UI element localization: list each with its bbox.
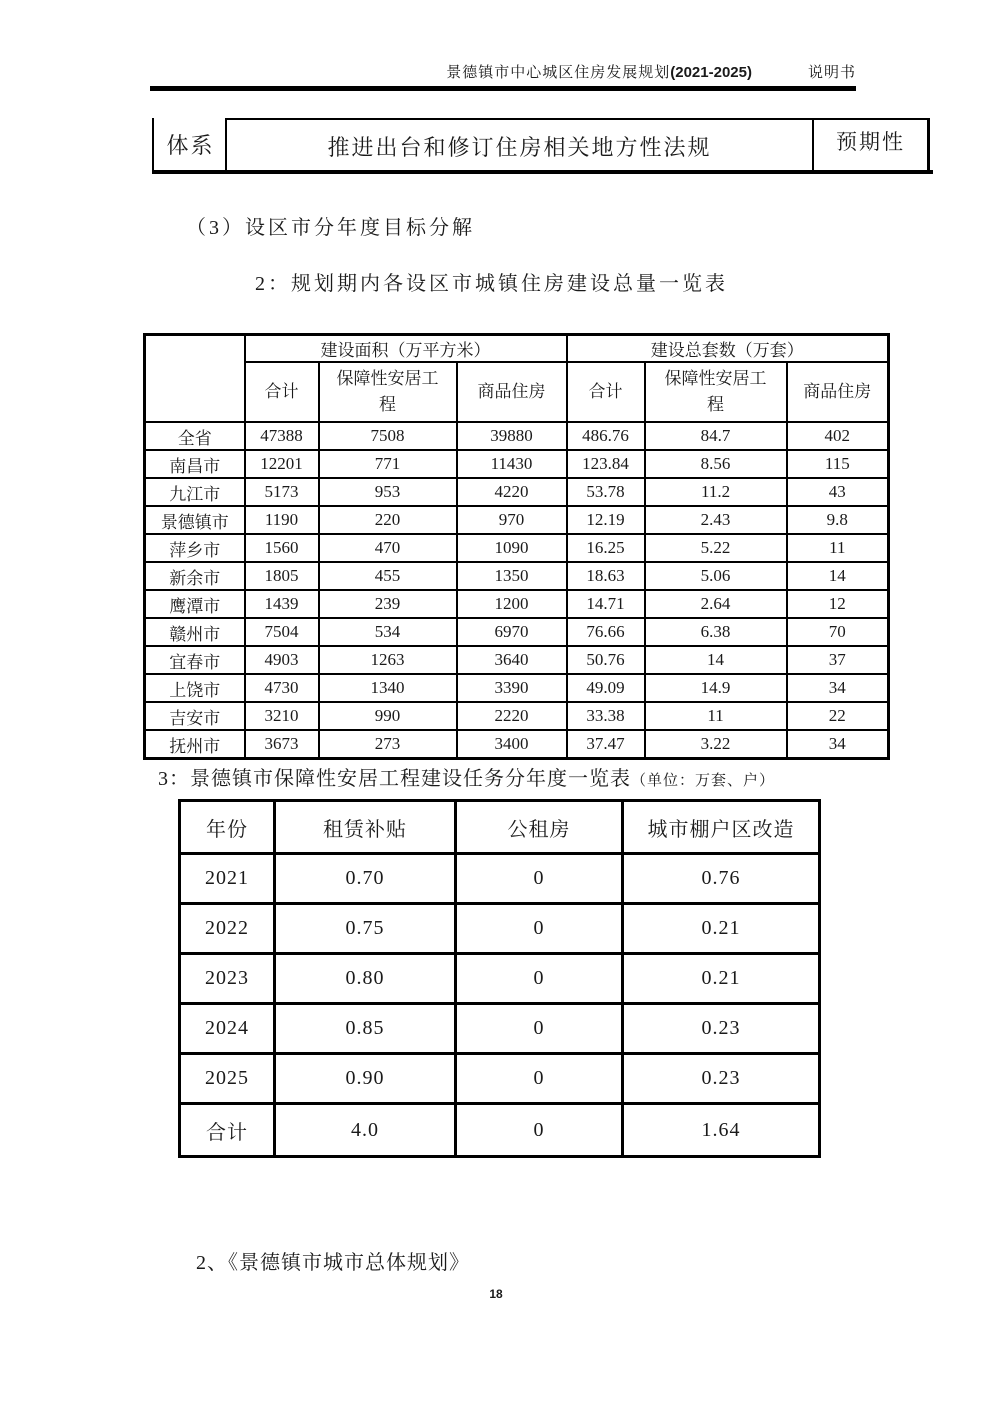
value-cell: 37 (787, 646, 889, 674)
section-heading: （3）设区市分年度目标分解 (186, 217, 475, 239)
region-cell: 宜春市 (145, 646, 245, 674)
value-cell: 0.21 (623, 954, 820, 1004)
value-cell: 76.66 (567, 618, 645, 646)
table1-row (145, 506, 889, 534)
doc-title: 景德镇市中心城区住房发展规划(2021-2025) (446, 64, 752, 81)
value-cell: 12201 (245, 450, 319, 478)
value-cell: 22 (787, 702, 889, 730)
year-cell: 2023 (180, 954, 275, 1004)
value-cell: 0 (456, 1004, 623, 1054)
table1-subheader: 保障性安居工程 (645, 362, 787, 422)
value-cell: 0.70 (275, 854, 456, 904)
value-cell: 7504 (245, 618, 319, 646)
table1-corner-cell (145, 335, 245, 423)
header-rule (150, 86, 856, 91)
value-cell: 16.25 (567, 534, 645, 562)
value-cell: 1439 (245, 590, 319, 618)
table1-row (145, 562, 889, 590)
value-cell: 70 (787, 618, 889, 646)
value-cell: 4220 (457, 478, 567, 506)
year-cell: 2025 (180, 1054, 275, 1104)
value-cell: 0.23 (623, 1054, 820, 1104)
value-cell: 115 (787, 450, 889, 478)
value-cell: 4.0 (275, 1104, 456, 1157)
value-cell: 1805 (245, 562, 319, 590)
carryover-table-fragment (152, 118, 933, 174)
value-cell: 5.22 (645, 534, 787, 562)
value-cell: 18.63 (567, 562, 645, 590)
doc-subtitle: 说明书 (807, 65, 856, 81)
value-cell: 1560 (245, 534, 319, 562)
table2-header-cell: 年份 (180, 801, 275, 854)
table1-row (145, 646, 889, 674)
value-cell: 3210 (245, 702, 319, 730)
value-cell: 4730 (245, 674, 319, 702)
value-cell: 6.38 (645, 618, 787, 646)
housing-total-table (143, 333, 890, 760)
value-cell: 2.64 (645, 590, 787, 618)
table2-caption: 3：景德镇市保障性安居工程建设任务分年度一览表（单位：万套、户） (158, 768, 776, 790)
value-cell: 11430 (457, 450, 567, 478)
value-cell: 0 (456, 1104, 623, 1157)
region-cell: 鹰潭市 (145, 590, 245, 618)
value-cell: 2220 (457, 702, 567, 730)
table2-header-cell: 城市棚户区改造 (623, 801, 820, 854)
value-cell: 50.76 (567, 646, 645, 674)
value-cell: 47388 (245, 422, 319, 450)
region-cell: 景德镇市 (145, 506, 245, 534)
table1-subheader: 商品住房 (457, 362, 567, 422)
value-cell: 11.2 (645, 478, 787, 506)
value-cell: 14 (645, 646, 787, 674)
value-cell: 0 (456, 854, 623, 904)
value-cell: 84.7 (645, 422, 787, 450)
table1-subheader: 商品住房 (787, 362, 889, 422)
annual-task-table (178, 799, 821, 1158)
region-cell: 九江市 (145, 478, 245, 506)
region-cell: 吉安市 (145, 702, 245, 730)
value-cell: 5173 (245, 478, 319, 506)
table1-subheader-row (145, 362, 889, 422)
table2-row (180, 1004, 820, 1054)
value-cell: 14 (787, 562, 889, 590)
doc-title-years: (2021-2025) (670, 64, 752, 81)
region-cell: 新余市 (145, 562, 245, 590)
table1-row (145, 590, 889, 618)
value-cell: 34 (787, 674, 889, 702)
value-cell: 470 (319, 534, 457, 562)
year-cell: 合计 (180, 1104, 275, 1157)
value-cell: 3390 (457, 674, 567, 702)
value-cell: 402 (787, 422, 889, 450)
carryover-bottom-rule (152, 170, 933, 174)
value-cell: 534 (319, 618, 457, 646)
value-cell: 6970 (457, 618, 567, 646)
table1-subheader: 保障性安居工程 (319, 362, 457, 422)
table2-header-cell: 公租房 (456, 801, 623, 854)
value-cell: 239 (319, 590, 457, 618)
table1-row (145, 618, 889, 646)
region-cell: 赣州市 (145, 618, 245, 646)
value-cell: 7508 (319, 422, 457, 450)
value-cell: 0.21 (623, 904, 820, 954)
value-cell: 3400 (457, 730, 567, 759)
table2-row (180, 854, 820, 904)
table1-group-header: 建设面积（万平方米） (245, 335, 567, 363)
table1-row (145, 422, 889, 450)
value-cell: 0.90 (275, 1054, 456, 1104)
value-cell: 3.22 (645, 730, 787, 759)
value-cell: 1350 (457, 562, 567, 590)
carryover-policy-cell: 推进出台和修订住房相关地方性法规 (225, 118, 812, 172)
table2-header-row (180, 801, 820, 854)
value-cell: 771 (319, 450, 457, 478)
table1-row (145, 730, 889, 759)
value-cell: 0.85 (275, 1004, 456, 1054)
year-cell: 2022 (180, 904, 275, 954)
region-cell: 全省 (145, 422, 245, 450)
page-header (150, 61, 856, 82)
carryover-label-cell: 体系 (152, 118, 227, 170)
value-cell: 3673 (245, 730, 319, 759)
table2-row (180, 954, 820, 1004)
value-cell: 970 (457, 506, 567, 534)
table1-group-header: 建设总套数（万套） (567, 335, 889, 363)
region-cell: 萍乡市 (145, 534, 245, 562)
table1-row (145, 702, 889, 730)
table1-row (145, 450, 889, 478)
value-cell: 1190 (245, 506, 319, 534)
table2-header-cell: 租赁补贴 (275, 801, 456, 854)
value-cell: 1.64 (623, 1104, 820, 1157)
region-cell: 南昌市 (145, 450, 245, 478)
value-cell: 1263 (319, 646, 457, 674)
table2-total-row (180, 1104, 820, 1157)
value-cell: 486.76 (567, 422, 645, 450)
table2-row (180, 1054, 820, 1104)
region-cell: 抚州市 (145, 730, 245, 759)
table2-row (180, 904, 820, 954)
value-cell: 12 (787, 590, 889, 618)
value-cell: 0.75 (275, 904, 456, 954)
table1-caption: 2：规划期内各设区市城镇住房建设总量一览表 (255, 273, 728, 295)
value-cell: 1340 (319, 674, 457, 702)
value-cell: 0 (456, 1054, 623, 1104)
table1-row (145, 534, 889, 562)
value-cell: 37.47 (567, 730, 645, 759)
table1-subheader: 合计 (567, 362, 645, 422)
value-cell: 53.78 (567, 478, 645, 506)
value-cell: 11 (787, 534, 889, 562)
value-cell: 43 (787, 478, 889, 506)
value-cell: 11 (645, 702, 787, 730)
value-cell: 34 (787, 730, 889, 759)
value-cell: 123.84 (567, 450, 645, 478)
value-cell: 273 (319, 730, 457, 759)
value-cell: 220 (319, 506, 457, 534)
value-cell: 455 (319, 562, 457, 590)
table1-subheader: 合计 (245, 362, 319, 422)
year-cell: 2021 (180, 854, 275, 904)
value-cell: 8.56 (645, 450, 787, 478)
value-cell: 0.80 (275, 954, 456, 1004)
value-cell: 0 (456, 904, 623, 954)
value-cell: 1200 (457, 590, 567, 618)
value-cell: 39880 (457, 422, 567, 450)
value-cell: 0 (456, 954, 623, 1004)
value-cell: 12.19 (567, 506, 645, 534)
value-cell: 4903 (245, 646, 319, 674)
value-cell: 990 (319, 702, 457, 730)
year-cell: 2024 (180, 1004, 275, 1054)
region-cell: 上饶市 (145, 674, 245, 702)
value-cell: 5.06 (645, 562, 787, 590)
table1-group-header-row (145, 335, 889, 363)
value-cell: 953 (319, 478, 457, 506)
carryover-status-cell: 预期性 (812, 118, 930, 170)
value-cell: 3640 (457, 646, 567, 674)
value-cell: 1090 (457, 534, 567, 562)
value-cell: 33.38 (567, 702, 645, 730)
value-cell: 0.23 (623, 1004, 820, 1054)
table2-caption-unit: （单位：万套、户） (631, 773, 776, 789)
table1-row (145, 478, 889, 506)
value-cell: 0.76 (623, 854, 820, 904)
value-cell: 14.9 (645, 674, 787, 702)
value-cell: 14.71 (567, 590, 645, 618)
table1-row (145, 674, 889, 702)
value-cell: 9.8 (787, 506, 889, 534)
page-number: 18 (489, 1287, 503, 1301)
value-cell: 2.43 (645, 506, 787, 534)
value-cell: 49.09 (567, 674, 645, 702)
footer-heading: 2、《景德镇市城市总体规划》 (196, 1252, 470, 1274)
